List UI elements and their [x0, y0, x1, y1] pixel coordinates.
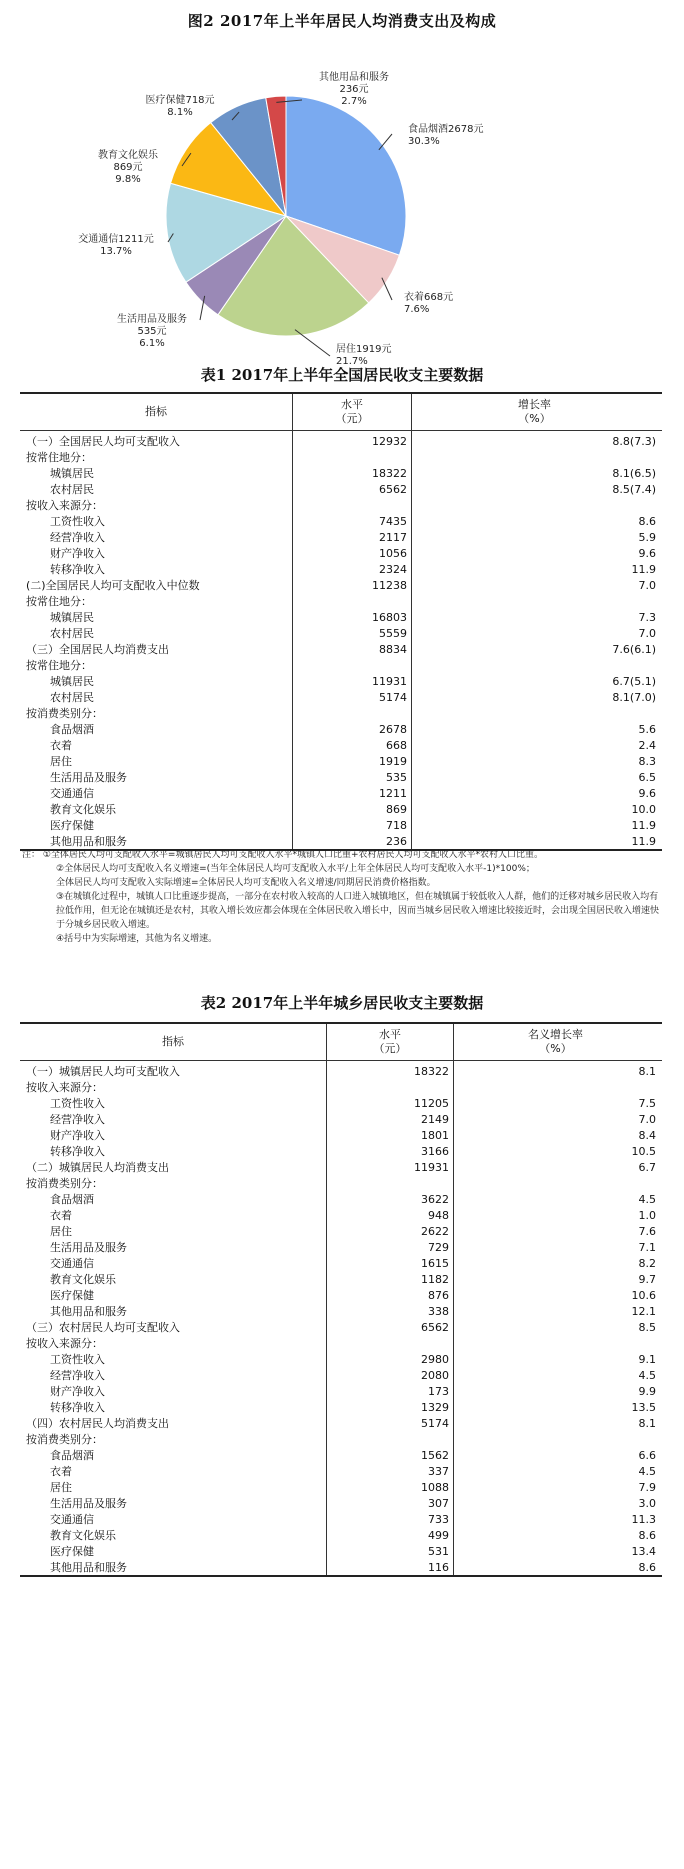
- pie-slice-label: 生活用品及服务: [117, 314, 187, 325]
- table1-notes: [22, 848, 662, 946]
- row-label: 生活用品及服务: [20, 1239, 327, 1255]
- row-growth: 7.0: [638, 578, 656, 592]
- row-label: 按收入来源分：: [20, 1335, 327, 1351]
- table-row: [20, 1447, 662, 1463]
- table-row: [20, 785, 662, 801]
- row-growth: 11.3: [631, 1512, 656, 1526]
- table-row: [20, 801, 662, 817]
- row-growth: 8.5(7.4): [612, 482, 656, 496]
- row-label: （三）全国居民人均消费支出: [20, 641, 293, 657]
- table-row: [20, 1399, 662, 1415]
- row-growth: 5.9: [638, 530, 656, 544]
- row-label: 经营净收入: [20, 1367, 327, 1383]
- row-growth: 4.5: [638, 1464, 656, 1478]
- row-label: 工资性收入: [20, 513, 293, 529]
- pie-slice-label: 2.7%: [341, 96, 367, 107]
- table-row: [20, 657, 662, 673]
- pie-slice-label: 535元: [137, 326, 167, 337]
- table2-header-row: [20, 1023, 662, 1061]
- row-label: 其他用品和服务: [20, 1303, 327, 1319]
- table-row: [20, 817, 662, 833]
- row-label: 居住: [20, 1223, 327, 1239]
- pie-slice-label: 居住1919元: [336, 344, 392, 355]
- table-row: [20, 1335, 662, 1351]
- row-growth: 9.9: [638, 1384, 656, 1398]
- row-growth: 7.9: [638, 1480, 656, 1494]
- row-label: 财产净收入: [20, 1127, 327, 1143]
- pie-slice-label: 13.7%: [100, 246, 132, 257]
- row-label: 经营净收入: [20, 529, 293, 545]
- row-growth: 8.8(7.3): [612, 434, 656, 448]
- table-row: [20, 1175, 662, 1191]
- row-value: 11205: [327, 1095, 454, 1111]
- row-label: （一）城镇居民人均可支配收入: [20, 1061, 327, 1080]
- table-row: [20, 1431, 662, 1447]
- row-value: 1088: [327, 1479, 454, 1495]
- row-value: 3166: [327, 1143, 454, 1159]
- row-growth: 4.5: [638, 1368, 656, 1382]
- row-growth: 8.5: [638, 1320, 656, 1334]
- row-value: 499: [327, 1527, 454, 1543]
- row-label: 按常住地分：: [20, 593, 293, 609]
- row-value: 116: [327, 1559, 454, 1576]
- row-growth: 6.5: [638, 770, 656, 784]
- table-row: [20, 1095, 662, 1111]
- row-growth: [412, 593, 663, 609]
- row-label: 交通通信: [20, 785, 293, 801]
- row-value: 1056: [293, 545, 412, 561]
- row-value: [327, 1335, 454, 1351]
- table-row: [20, 769, 662, 785]
- table-row: [20, 1495, 662, 1511]
- pie-slice-label: 236元: [339, 84, 369, 95]
- table-row: [20, 1383, 662, 1399]
- table-row: [20, 1511, 662, 1527]
- row-label: 农村居民: [20, 481, 293, 497]
- row-label: （二）城镇居民人均消费支出: [20, 1159, 327, 1175]
- table-row: [20, 1479, 662, 1495]
- row-value: [327, 1431, 454, 1447]
- row-value: [293, 593, 412, 609]
- table-row: [20, 1415, 662, 1431]
- table-row: [20, 1207, 662, 1223]
- row-growth: [454, 1431, 663, 1447]
- row-label: 居住: [20, 753, 293, 769]
- table-row: [20, 641, 662, 657]
- table1-body: [20, 431, 662, 851]
- row-label: (二)全国居民人均可支配收入中位数: [20, 577, 293, 593]
- row-label: 食品烟酒: [20, 1447, 327, 1463]
- row-label: 财产净收入: [20, 545, 293, 561]
- row-value: 7435: [293, 513, 412, 529]
- row-value: 869: [293, 801, 412, 817]
- table-row: [20, 1559, 662, 1576]
- table-row: [20, 1159, 662, 1175]
- row-label: 教育文化娱乐: [20, 1527, 327, 1543]
- row-value: 6562: [327, 1319, 454, 1335]
- row-growth: 9.6: [638, 546, 656, 560]
- table-row: [20, 753, 662, 769]
- table-row: [20, 737, 662, 753]
- table-row: [20, 529, 662, 545]
- row-growth: 8.2: [638, 1256, 656, 1270]
- row-label: 居住: [20, 1479, 327, 1495]
- row-label: 转移净收入: [20, 1143, 327, 1159]
- table-row: [20, 1061, 662, 1080]
- row-value: 1182: [327, 1271, 454, 1287]
- table1-header-growth: 增长率 （%）: [412, 393, 663, 431]
- table-row: [20, 1303, 662, 1319]
- row-growth: 10.5: [631, 1144, 656, 1158]
- pie-slice-label: 医疗保健718元: [145, 95, 215, 106]
- table1-header-indicator: 指标: [20, 393, 293, 431]
- table-row: [20, 689, 662, 705]
- table-row: [20, 561, 662, 577]
- row-label: 转移净收入: [20, 1399, 327, 1415]
- table-row: [20, 1527, 662, 1543]
- table2-header-growth: 名义增长率 （%）: [454, 1023, 663, 1061]
- row-label: 生活用品及服务: [20, 769, 293, 785]
- row-value: [293, 449, 412, 465]
- note-line: 全体居民人均可支配收入实际增速=全体居民人均可支配收入名义增速/同期居民消费价格指数。: [56, 878, 436, 888]
- row-growth: [454, 1079, 663, 1095]
- row-value: 1801: [327, 1127, 454, 1143]
- row-growth: 7.5: [638, 1096, 656, 1110]
- row-value: [293, 657, 412, 673]
- row-value: 16803: [293, 609, 412, 625]
- row-growth: 7.0: [638, 1112, 656, 1126]
- table-row: [20, 449, 662, 465]
- row-growth: 8.6: [638, 1528, 656, 1542]
- row-label: 财产净收入: [20, 1383, 327, 1399]
- row-value: 12932: [293, 431, 412, 450]
- row-value: 733: [327, 1511, 454, 1527]
- pie-slice-label: 9.8%: [115, 174, 141, 185]
- row-growth: 7.3: [638, 610, 656, 624]
- row-label: 工资性收入: [20, 1095, 327, 1111]
- table1-header-level: 水平 （元）: [293, 393, 412, 431]
- table-row: [20, 1463, 662, 1479]
- row-growth: 9.6: [638, 786, 656, 800]
- row-label: 按收入来源分：: [20, 1079, 327, 1095]
- table-row: [20, 1367, 662, 1383]
- row-value: 11931: [293, 673, 412, 689]
- row-value: 2622: [327, 1223, 454, 1239]
- row-growth: 4.5: [638, 1192, 656, 1206]
- row-label: 城镇居民: [20, 609, 293, 625]
- row-value: 2678: [293, 721, 412, 737]
- note-line: ②全体居民人均可支配收入名义增速=(当年全体居民人均可支配收入水平/上年全体居民人均可支配收入水平-1)*100%；: [56, 864, 535, 874]
- row-growth: 7.6: [638, 1224, 656, 1238]
- row-growth: 3.0: [638, 1496, 656, 1510]
- pie-slice-label: 教育文化娱乐: [98, 150, 158, 161]
- row-label: 教育文化娱乐: [20, 1271, 327, 1287]
- row-label: （三）农村居民人均可支配收入: [20, 1319, 327, 1335]
- row-growth: [454, 1175, 663, 1191]
- pie-chart: [0, 38, 684, 367]
- row-growth: [412, 449, 663, 465]
- row-value: 535: [293, 769, 412, 785]
- note-line: ③在城镇化过程中，城镇人口比重逐步提高，一部分在农村收入较高的人口进入城镇地区，但在城镇属于较低收入人群，他们的迁移对城乡居民收入均有拉低作用，但无论在城镇还是农村，其收入增长效应都会体现在全体居民收入增长中，因而当城乡居民收入增速比较接近时，会出现全国居民收入增速快于分城乡居民收入增速。: [56, 892, 660, 930]
- row-label: 按常住地分：: [20, 449, 293, 465]
- row-label: 医疗保健: [20, 1543, 327, 1559]
- row-value: 1211: [293, 785, 412, 801]
- row-growth: 7.6(6.1): [612, 642, 656, 656]
- table2: [20, 1022, 662, 1577]
- row-value: [327, 1079, 454, 1095]
- figure-title: 图2 2017年上半年居民人均消费支出及构成: [187, 12, 497, 30]
- table2-header-indicator: 指标: [20, 1023, 327, 1061]
- table-row: [20, 497, 662, 513]
- row-label: 衣着: [20, 737, 293, 753]
- row-value: 18322: [327, 1061, 454, 1080]
- row-growth: 8.4: [638, 1128, 656, 1142]
- row-growth: 6.7(5.1): [612, 674, 656, 688]
- pie-slice-label: 869元: [113, 162, 143, 173]
- table-row: [20, 465, 662, 481]
- row-growth: 8.1: [638, 1064, 656, 1078]
- row-growth: 13.5: [631, 1400, 656, 1414]
- table2-header-level: 水平 （元）: [327, 1023, 454, 1061]
- row-label: 农村居民: [20, 689, 293, 705]
- table-row: [20, 1287, 662, 1303]
- row-label: （一）全国居民人均可支配收入: [20, 431, 293, 450]
- row-value: [293, 705, 412, 721]
- row-value: 2117: [293, 529, 412, 545]
- row-value: 337: [327, 1463, 454, 1479]
- row-value: 5174: [327, 1415, 454, 1431]
- table-row: [20, 1127, 662, 1143]
- table-row: [20, 721, 662, 737]
- pie-slice-label: 30.3%: [408, 136, 440, 147]
- row-value: 1615: [327, 1255, 454, 1271]
- row-growth: 6.6: [638, 1448, 656, 1462]
- row-growth: 13.4: [631, 1544, 656, 1558]
- row-label: 生活用品及服务: [20, 1495, 327, 1511]
- row-growth: 8.6: [638, 514, 656, 528]
- row-growth: 11.9: [631, 562, 656, 576]
- row-label: 其他用品和服务: [20, 1559, 327, 1576]
- note-line: 注： ①全体居民人均可支配收入水平=城镇居民人均可支配收入水平*城镇人口比重+农村居民人均可支配收入水平*农村人口比重。: [22, 850, 544, 860]
- row-label: 按消费类别分：: [20, 1175, 327, 1191]
- row-growth: 6.7: [638, 1160, 656, 1174]
- row-growth: 8.6: [638, 1560, 656, 1574]
- row-label: 其他用品和服务: [20, 833, 293, 850]
- row-label: 教育文化娱乐: [20, 801, 293, 817]
- table-row: [20, 577, 662, 593]
- row-label: 衣着: [20, 1463, 327, 1479]
- row-value: 948: [327, 1207, 454, 1223]
- row-value: 11238: [293, 577, 412, 593]
- row-value: 1919: [293, 753, 412, 769]
- row-label: 医疗保健: [20, 1287, 327, 1303]
- row-label: 城镇居民: [20, 465, 293, 481]
- row-value: 1329: [327, 1399, 454, 1415]
- table1-header-row: [20, 393, 662, 431]
- row-growth: 11.9: [631, 834, 656, 848]
- row-label: 按消费类别分：: [20, 705, 293, 721]
- row-growth: [412, 497, 663, 513]
- pie-slice-label: 7.6%: [404, 304, 430, 315]
- row-value: 18322: [293, 465, 412, 481]
- row-value: 531: [327, 1543, 454, 1559]
- row-value: [327, 1175, 454, 1191]
- table-row: [20, 1111, 662, 1127]
- table2-body: [20, 1061, 662, 1577]
- row-growth: 8.1(7.0): [612, 690, 656, 704]
- pie-slice-label: 其他用品和服务: [319, 72, 389, 83]
- table-row: [20, 1351, 662, 1367]
- table-row: [20, 1143, 662, 1159]
- table-row: [20, 705, 662, 721]
- table-row: [20, 625, 662, 641]
- table-row: [20, 513, 662, 529]
- table-row: [20, 1191, 662, 1207]
- row-growth: [412, 705, 663, 721]
- row-growth: 8.1: [638, 1416, 656, 1430]
- row-value: 2324: [293, 561, 412, 577]
- row-growth: 12.1: [631, 1304, 656, 1318]
- pie-slice-label: 食品烟酒2678元: [408, 124, 484, 135]
- table-row: [20, 545, 662, 561]
- table1: [20, 392, 662, 851]
- row-value: [293, 497, 412, 513]
- row-growth: 5.6: [638, 722, 656, 736]
- row-value: 338: [327, 1303, 454, 1319]
- row-growth: [454, 1335, 663, 1351]
- table-row: [20, 1543, 662, 1559]
- row-growth: 10.6: [631, 1288, 656, 1302]
- table-row: [20, 1319, 662, 1335]
- row-label: 城镇居民: [20, 673, 293, 689]
- pie-slice-label: 交通通信1211元: [78, 234, 154, 245]
- row-label: 交通通信: [20, 1511, 327, 1527]
- row-growth: 10.0: [631, 802, 656, 816]
- row-growth: 11.9: [631, 818, 656, 832]
- row-value: 876: [327, 1287, 454, 1303]
- row-label: 交通通信: [20, 1255, 327, 1271]
- note-line: ④括号中为实际增速，其他为名义增速。: [56, 934, 218, 944]
- row-value: 668: [293, 737, 412, 753]
- row-growth: 7.1: [638, 1240, 656, 1254]
- table1-title: 表1 2017年上半年全国居民收支主要数据: [200, 366, 484, 384]
- pie-slice-label: 8.1%: [167, 107, 193, 118]
- row-growth: 8.3: [638, 754, 656, 768]
- row-value: 307: [327, 1495, 454, 1511]
- table-row: [20, 431, 662, 450]
- table-row: [20, 1079, 662, 1095]
- row-growth: 2.4: [638, 738, 656, 752]
- row-growth: 9.7: [638, 1272, 656, 1286]
- row-growth: 7.0: [638, 626, 656, 640]
- row-value: 8834: [293, 641, 412, 657]
- row-label: 按收入来源分：: [20, 497, 293, 513]
- row-value: 11931: [327, 1159, 454, 1175]
- row-label: 衣着: [20, 1207, 327, 1223]
- pie-slice-label: 6.1%: [139, 338, 165, 349]
- row-label: 按常住地分：: [20, 657, 293, 673]
- row-label: 农村居民: [20, 625, 293, 641]
- row-label: 按消费类别分：: [20, 1431, 327, 1447]
- row-growth: 8.1(6.5): [612, 466, 656, 480]
- row-label: 转移净收入: [20, 561, 293, 577]
- row-value: 5174: [293, 689, 412, 705]
- row-label: 食品烟酒: [20, 1191, 327, 1207]
- row-value: 2080: [327, 1367, 454, 1383]
- table-row: [20, 1239, 662, 1255]
- table2-title: 表2 2017年上半年城乡居民收支主要数据: [200, 994, 484, 1012]
- row-label: 工资性收入: [20, 1351, 327, 1367]
- table-row: [20, 593, 662, 609]
- row-value: 2980: [327, 1351, 454, 1367]
- row-value: 729: [327, 1239, 454, 1255]
- row-value: 3622: [327, 1191, 454, 1207]
- table-row: [20, 1223, 662, 1239]
- row-growth: [412, 657, 663, 673]
- row-value: 2149: [327, 1111, 454, 1127]
- row-value: 6562: [293, 481, 412, 497]
- row-label: （四）农村居民人均消费支出: [20, 1415, 327, 1431]
- row-label: 医疗保健: [20, 817, 293, 833]
- pie-slice-label: 衣着668元: [404, 292, 454, 303]
- row-value: 173: [327, 1383, 454, 1399]
- table-row: [20, 1255, 662, 1271]
- table-row: [20, 673, 662, 689]
- table-row: [20, 481, 662, 497]
- row-value: 718: [293, 817, 412, 833]
- row-label: 经营净收入: [20, 1111, 327, 1127]
- pie-slice-label: 21.7%: [336, 356, 368, 367]
- row-value: 1562: [327, 1447, 454, 1463]
- row-growth: 9.1: [638, 1352, 656, 1366]
- table-row: [20, 1271, 662, 1287]
- row-growth: 1.0: [638, 1208, 656, 1222]
- row-label: 食品烟酒: [20, 721, 293, 737]
- row-value: 236: [293, 833, 412, 850]
- row-value: 5559: [293, 625, 412, 641]
- table-row: [20, 609, 662, 625]
